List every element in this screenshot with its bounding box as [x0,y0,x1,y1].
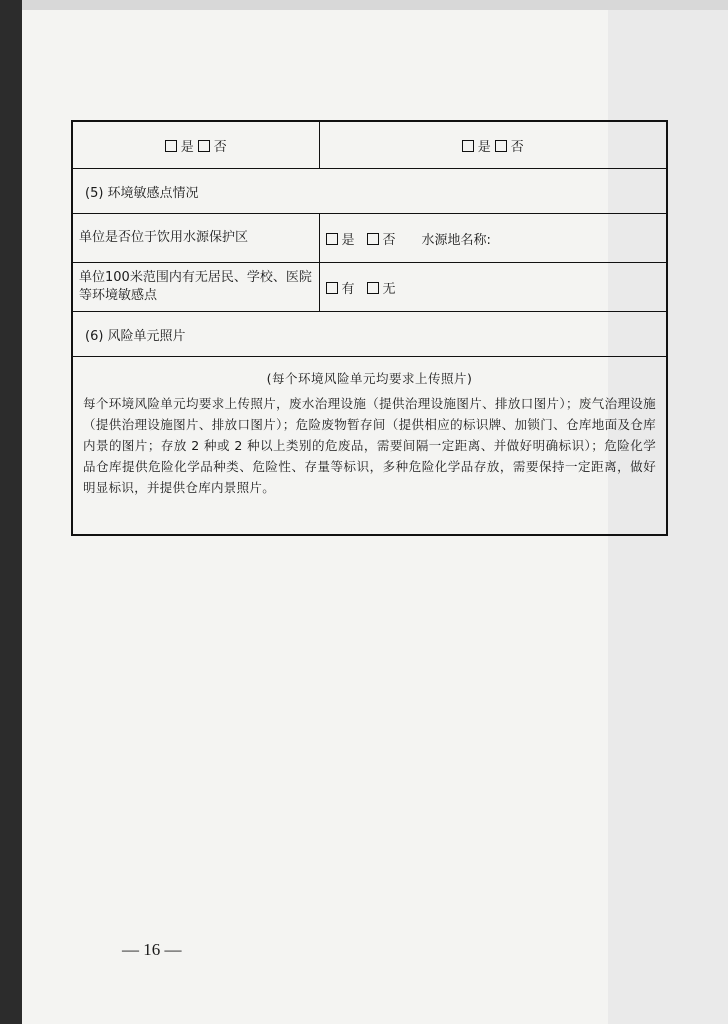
checkbox-icon[interactable] [495,140,507,152]
option-none-label: 无 [382,281,396,297]
option-yes-label: 是 [180,139,194,155]
photo-requirements-title: (每个环境风险单元均要求上传照片) [266,371,473,386]
water-source-answer [319,214,667,263]
environment-form-table [71,120,668,536]
checkbox-icon[interactable] [367,282,379,294]
option-have-label: 有 [341,281,355,297]
option-no-label: 否 [510,139,524,155]
yes-no-cell-left [72,121,319,169]
yes-no-cell-right [319,121,667,169]
checkbox-icon[interactable] [367,233,379,245]
section-5-row [72,169,667,214]
scan-left-edge [0,0,22,1024]
yes-no-row [72,121,667,169]
photo-requirements-row [72,357,667,536]
section-6-heading: (6) 风险单元照片 [72,312,667,357]
water-source-question: 单位是否位于饮用水源保护区 [72,214,319,263]
sensitive-point-question: 单位100米范围内有无居民、学校、医院等环境敏感点 [72,263,319,312]
option-yes-label: 是 [341,232,355,248]
checkbox-icon[interactable] [198,140,210,152]
photo-requirements-cell [72,357,667,536]
checkbox-icon[interactable] [326,233,338,245]
section-5-heading: (5) 环境敏感点情况 [72,169,667,214]
checkbox-icon[interactable] [462,140,474,152]
section-6-row [72,312,667,357]
checkbox-icon[interactable] [165,140,177,152]
sensitive-point-answer [319,263,667,312]
photo-requirements-text: 每个环境风险单元均要求上传照片，废水治理设施（提供治理设施图片、排放口图片）；废气治理设施（提供治理设施图片、排放口图片）；危险废物暂存间（提供相应的标识牌、加锁门、仓库地面及仓库内景的图片；存放 2 种或 2 种以上类别的危废品，需要间隔一定距离、并做好明确标识）；危险化学品仓库提供危险化学品种类、危险性、存量等标识，多种危险化学品存放，需要保持一定距离，做好明显标识，并提供仓库内景照片。 [83,396,656,495]
water-source-name-label: 水源地名称: [421,232,491,248]
checkbox-icon[interactable] [326,282,338,294]
option-no-label: 否 [382,232,396,248]
water-source-row [72,214,667,263]
page-number: — 16 — [122,940,182,959]
sensitive-point-row [72,263,667,312]
option-no-label: 否 [213,139,227,155]
option-yes-label: 是 [477,139,491,155]
